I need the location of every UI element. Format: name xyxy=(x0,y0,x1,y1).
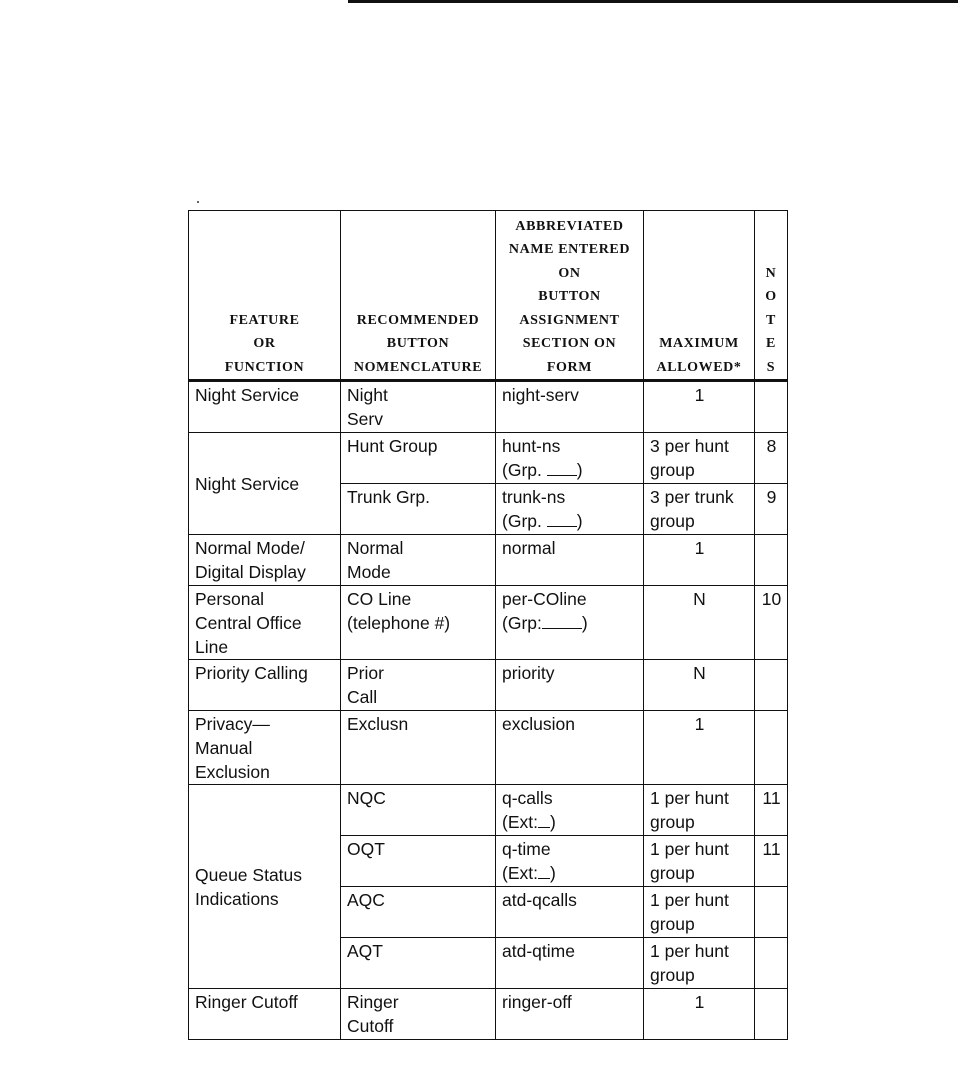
max-cell: 1 xyxy=(644,989,755,1040)
max-cell: 1 xyxy=(644,535,755,586)
feature-cell: Priority Calling xyxy=(189,660,341,711)
max-cell: 1 per hunt group xyxy=(644,836,755,887)
abbrev-cell: normal xyxy=(496,535,644,586)
table-row xyxy=(189,989,788,1040)
blank-field xyxy=(542,614,582,629)
max-cell: 3 per hunt group xyxy=(644,433,755,484)
button-cell: AQC xyxy=(341,887,496,938)
max-cell: 3 per trunk group xyxy=(644,484,755,535)
button-cell: AQT xyxy=(341,938,496,989)
button-cell: Normal Mode xyxy=(341,535,496,586)
max-cell: 1 per hunt group xyxy=(644,887,755,938)
header-notes: N O T E S xyxy=(755,211,788,381)
blank-field xyxy=(538,813,550,828)
feature-button-table xyxy=(188,210,788,1040)
notes-cell: 11 xyxy=(755,836,788,887)
notes-cell xyxy=(755,535,788,586)
notes-cell xyxy=(755,381,788,433)
feature-cell: Ringer Cutoff xyxy=(189,989,341,1040)
abbrev-cell: ringer-off xyxy=(496,989,644,1040)
abbrev-cell: atd-qcalls xyxy=(496,887,644,938)
abbrev-cell: exclusion xyxy=(496,711,644,785)
feature-cell: Night Service xyxy=(189,433,341,535)
max-cell: 1 xyxy=(644,381,755,433)
button-cell: Trunk Grp. xyxy=(341,484,496,535)
button-cell: Hunt Group xyxy=(341,433,496,484)
abbrev-cell: per-COline (Grp: ) xyxy=(496,586,644,660)
button-cell: Night Serv xyxy=(341,381,496,433)
blank-field xyxy=(547,512,577,527)
top-rule xyxy=(348,0,958,3)
blank-field xyxy=(538,864,550,879)
abbrev-cell: trunk-ns (Grp. ) xyxy=(496,484,644,535)
button-cell: NQC xyxy=(341,785,496,836)
table-row xyxy=(189,381,788,433)
notes-cell: 10 xyxy=(755,586,788,660)
max-cell: 1 per hunt group xyxy=(644,938,755,989)
blank-field xyxy=(547,461,577,476)
abbrev-cell: q-calls (Ext: ) xyxy=(496,785,644,836)
max-cell: 1 per hunt group xyxy=(644,785,755,836)
notes-cell: 8 xyxy=(755,433,788,484)
feature-cell: Queue Status Indications xyxy=(189,785,341,989)
notes-cell: 11 xyxy=(755,785,788,836)
notes-cell xyxy=(755,887,788,938)
abbrev-cell: priority xyxy=(496,660,644,711)
scan-speck xyxy=(197,201,199,203)
notes-cell xyxy=(755,938,788,989)
notes-cell: 9 xyxy=(755,484,788,535)
button-cell: CO Line (telephone #) xyxy=(341,586,496,660)
feature-cell: Privacy— Manual Exclusion xyxy=(189,711,341,785)
table-row xyxy=(189,586,788,660)
notes-cell xyxy=(755,660,788,711)
abbrev-cell: hunt-ns (Grp. ) xyxy=(496,433,644,484)
button-cell: Exclusn xyxy=(341,711,496,785)
header-abbreviated-name: ABBREVIATED NAME ENTERED ON BUTTON ASSIGNMENT SECTION ON FORM xyxy=(496,211,644,381)
header-row xyxy=(189,211,788,381)
notes-cell xyxy=(755,989,788,1040)
header-feature: FEATURE OR FUNCTION xyxy=(189,211,341,381)
feature-cell: Night Service xyxy=(189,381,341,433)
button-cell: Prior Call xyxy=(341,660,496,711)
abbrev-cell: q-time (Ext: ) xyxy=(496,836,644,887)
feature-cell: Personal Central Office Line xyxy=(189,586,341,660)
abbrev-cell: night-serv xyxy=(496,381,644,433)
header-maximum-allowed: MAXIMUM ALLOWED* xyxy=(644,211,755,381)
max-cell: N xyxy=(644,660,755,711)
table-row xyxy=(189,535,788,586)
table-row xyxy=(189,433,788,484)
notes-cell xyxy=(755,711,788,785)
max-cell: 1 xyxy=(644,711,755,785)
max-cell: N xyxy=(644,586,755,660)
header-button-nomenclature: RECOMMENDED BUTTON NOMENCLATURE xyxy=(341,211,496,381)
abbrev-cell: atd-qtime xyxy=(496,938,644,989)
button-cell: OQT xyxy=(341,836,496,887)
button-cell: Ringer Cutoff xyxy=(341,989,496,1040)
feature-cell: Normal Mode/ Digital Display xyxy=(189,535,341,586)
table-row xyxy=(189,660,788,711)
table-row xyxy=(189,711,788,785)
table-row xyxy=(189,785,788,836)
